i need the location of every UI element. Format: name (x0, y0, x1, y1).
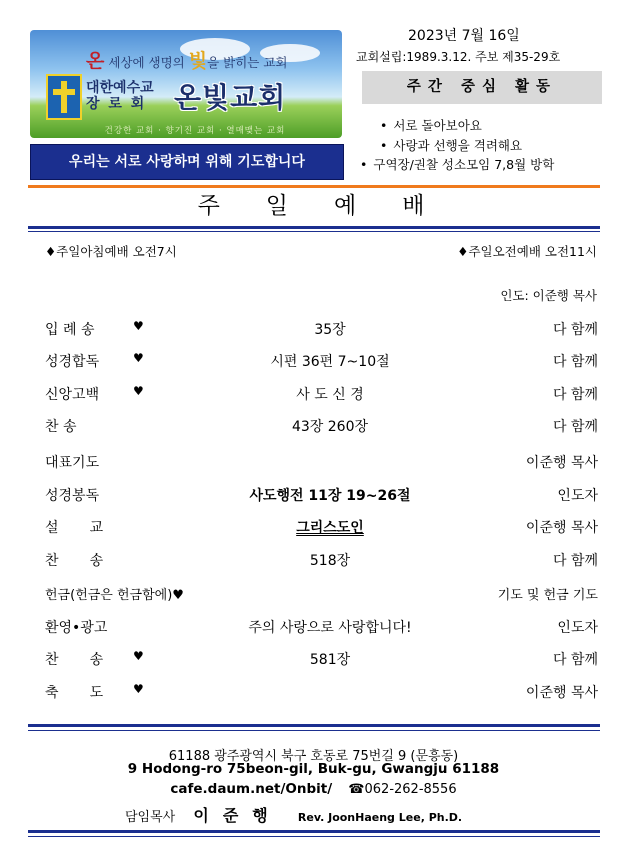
order-row (45, 384, 598, 406)
heart-icon: ♥ (133, 384, 144, 398)
divider-double (28, 226, 600, 232)
order-item-name: 헌금(헌금은 헌금함에)♥ (45, 588, 184, 603)
pastor-line (125, 803, 462, 826)
order-item-leader: 이준행 목사 (525, 520, 598, 536)
order-item-content: 사도행전 11장 19~26절 (249, 488, 411, 504)
address-english: 9 Hodong-ro 75beon-gil, Buk-gu, Gwangju 61188 (127, 761, 500, 777)
heart-icon: ♥ (133, 682, 144, 696)
order-item-leader: 인도자 (557, 488, 598, 504)
heart-icon: ♥ (133, 351, 144, 365)
am-service-time: ♦주일오전예배 오전11시 (457, 244, 597, 259)
heart-icon: ♥ (133, 319, 144, 333)
order-row (45, 584, 598, 606)
order-item-name: 환영•광고 (45, 620, 108, 636)
divider-double (28, 830, 600, 837)
order-row (45, 351, 598, 373)
order-row (45, 617, 598, 639)
order-item-content: 43장 260장 (291, 419, 369, 435)
order-item-leader: 기도 및 헌금 기도 (497, 588, 598, 603)
pastor-name-english: Rev. JoonHaeng Lee, Ph.D. (297, 811, 463, 824)
church-logo-banner (30, 30, 342, 138)
order-item-leader: 다 함께 (552, 322, 598, 338)
address-korean: 61188 광주광역시 북구 호동로 75번길 9 (문흥동) (168, 749, 459, 764)
order-item-leader: 다 함께 (552, 354, 598, 370)
denomination: 대한예수교 장 로 회 (86, 80, 154, 112)
order-item-name: 축 도 (45, 685, 104, 701)
logo-slogan: 온 세상에 생명의 빛을 밝히는 교회 (86, 50, 288, 72)
cross-icon (46, 74, 82, 120)
order-row (45, 452, 598, 474)
founding-info: 교회설립:1989.3.12. 주보 제35-29호 (356, 50, 561, 64)
pastor-title: 담임목사 (125, 810, 176, 825)
order-item-leader: 다 함께 (552, 387, 598, 403)
church-name: 온빛교회 (174, 81, 287, 114)
order-item-content: 주의 사랑으로 사랑합니다! (248, 620, 412, 636)
order-item-leader: 인도자 (557, 620, 598, 636)
divider-double (28, 724, 600, 731)
order-item-content: 사 도 신 경 (296, 387, 364, 403)
order-item-name: 성경봉독 (45, 488, 100, 504)
order-item-name: 대표기도 (45, 455, 100, 471)
sermon-title: 그리스도인 (296, 520, 364, 536)
notice-item: • 서로 돌아보아요 (380, 116, 482, 134)
weekly-activities-title: 주간 중심 활동 (362, 71, 602, 104)
contact-line (0, 781, 627, 797)
order-item-name: 설 교 (45, 520, 104, 536)
order-row (45, 319, 598, 341)
phone-icon: ☎ (348, 782, 365, 797)
order-item-name: 찬 송 (45, 553, 104, 569)
heart-icon: ♥ (133, 649, 144, 663)
order-item-leader: 다 함께 (552, 652, 598, 668)
pastor-name: 이준행 (193, 806, 282, 825)
order-row (45, 649, 598, 671)
order-item-content: 35장 (314, 322, 346, 338)
notice-item: • 사랑과 선행을 격려해요 (380, 136, 522, 154)
order-row (45, 550, 598, 572)
order-row (45, 416, 598, 438)
service-title: 주일예배 (197, 193, 471, 219)
order-item-leader: 다 함께 (552, 553, 598, 569)
order-item-leader: 이준행 목사 (525, 455, 598, 471)
order-item-name: 입 례 송 (45, 322, 95, 338)
church-motto: 우리는 서로 사랑하며 위해 기도합니다 (30, 144, 344, 180)
order-row (45, 517, 598, 539)
bulletin-date: 2023년 7월 16일 (408, 28, 520, 44)
phone-number: 062-262-8556 (364, 782, 457, 797)
service-presider: 인도: 이준행 목사 (500, 288, 597, 303)
order-item-content: 581장 (309, 652, 351, 668)
order-item-name: 성경합독 (45, 354, 100, 370)
order-item-content: 시편 36편 7~10절 (270, 354, 390, 370)
order-item-content: 518장 (309, 553, 351, 569)
order-item-name: 신앙고백 (45, 387, 100, 403)
order-row (45, 682, 598, 704)
order-row (45, 485, 598, 507)
notice-item: • 구역장/권찰 성소모임 7,8월 방학 (360, 155, 554, 173)
order-item-leader: 다 함께 (552, 419, 598, 435)
order-item-leader: 이준행 목사 (525, 685, 598, 701)
order-item-name: 찬 송 (45, 419, 77, 435)
website-link[interactable]: cafe.daum.net/Onbit/ (170, 781, 333, 797)
logo-tagline: 건강한 교회 · 향기진 교회 · 열매맺는 교회 (104, 126, 286, 136)
morning-service-time: ♦주일아침예배 오전7시 (45, 244, 177, 259)
order-item-name: 찬 송 (45, 652, 104, 668)
